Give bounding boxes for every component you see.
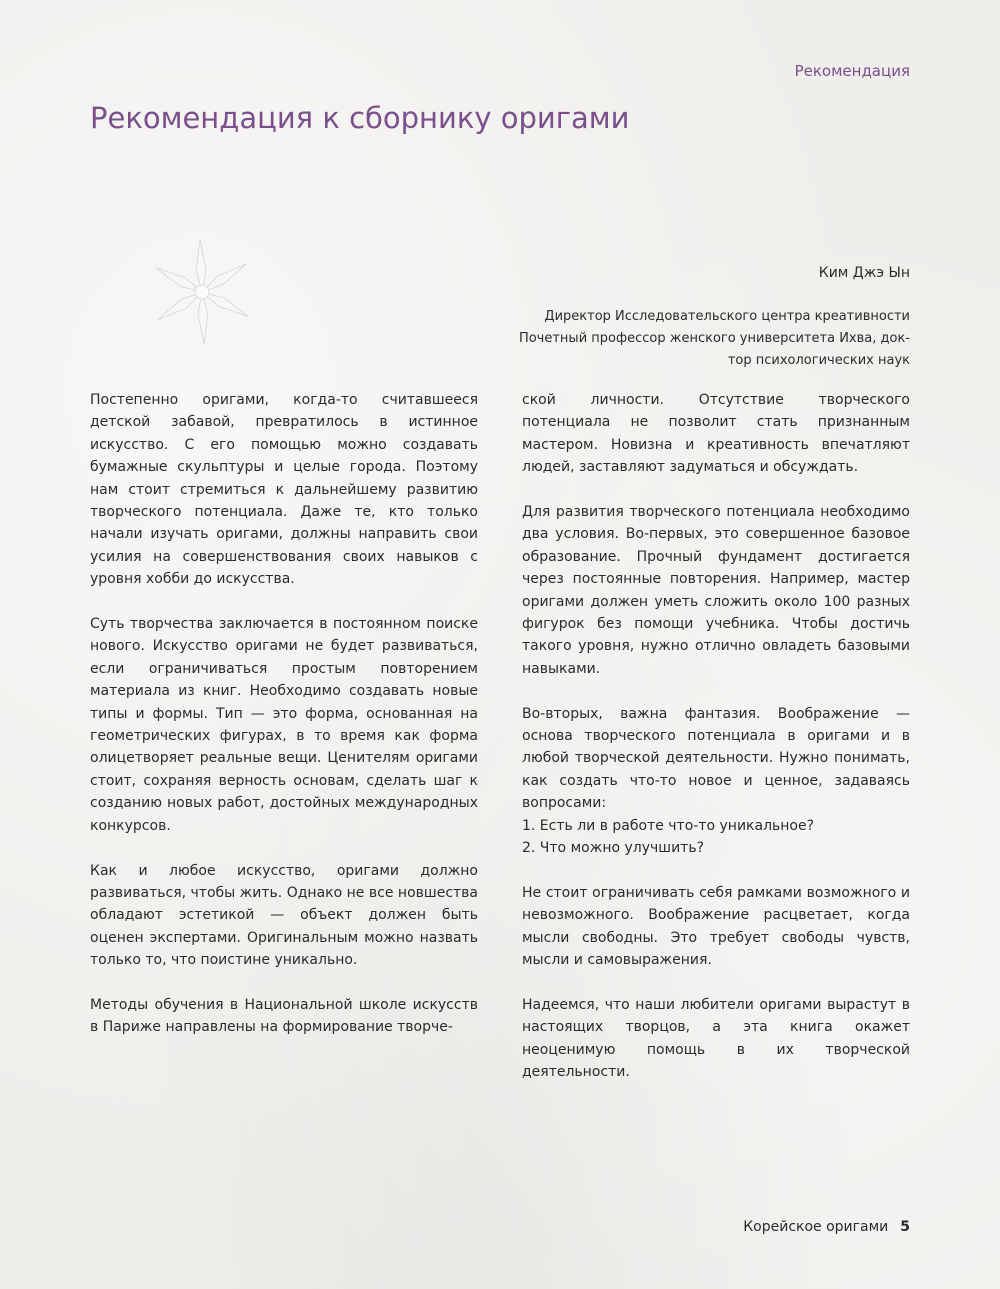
author-position: Почетный профессор женского университета Ихва, док-: [518, 331, 910, 346]
page-title: Рекомендация к сборнику оригами: [90, 101, 630, 135]
list-item: 1. Есть ли в работе что-то уникальное?: [522, 817, 815, 834]
paragraph: Как и любое искусство, оригами должно развиваться, чтобы жить. Однако не все новшества обладают эстетикой — объект должен быть оценен экспертами. Оригинальным можно назвать только то, что поистине уникально.: [90, 862, 478, 969]
paragraph: Во-вторых, важна фантазия. Воображение — основа творческого потенциала в оригами и в любой творческой деятельности. Нужно понимать, как создать что-то новое и ценное, задаваясь вопросами:: [522, 705, 910, 812]
running-head: Рекомендация: [794, 62, 910, 80]
left-column: [90, 389, 478, 1061]
list-item: 2. Что можно улучшить?: [522, 840, 705, 857]
paragraph: ской личности. Отсутствие творческого потенциала не позволит стать признанным мастером. Новизна и креативность впечатляют людей, заставляют задуматься и обсуждать.: [522, 392, 910, 476]
page-footer: [743, 1219, 910, 1235]
author-name: Ким Джэ Ын: [818, 265, 910, 281]
right-column: [522, 389, 910, 1106]
paragraph: Не стоит ограничивать себя рамками возможного и невозможного. Воображение расцветает, когда мысли свободны. Это требует свободы чувств, мысли и самовыражения.: [522, 884, 910, 969]
author-position: Директор Исследовательского центра креативности: [544, 309, 910, 324]
paragraph: Для развития творческого потенциала необходимо два условия. Во-первых, это совершенное базовое образование. Прочный фундамент достигается через постоянные повторения. Например, мастер оригами должен уметь сложить около 100 разных фигурок без помощи учебника. Чтобы достичь такого уровня, нужно отлично овладеть базовыми навыками.: [522, 504, 910, 677]
author-position: тор психологических наук: [727, 353, 910, 368]
paragraph: Надеемся, что наши любители оригами вырастут в настоящих творцов, а эта книга окажет неоценимую помощь в их творческой деятельности.: [522, 996, 910, 1081]
paragraph: Постепенно оригами, когда-то считавшееся детской забавой, превратилось в истинное искусство. С его помощью можно создавать бумажные скульптуры и целые города. Поэтому нам стоит стремиться к дальнейшему развитию творческого потенциала. Даже те, кто только начали изучать оригами, должны направить свои усилия на совершенствования своих навыков с уровня хобби до искусства.: [90, 392, 478, 588]
origami-flower-image: [140, 232, 270, 352]
book-title: Корейское оригами: [743, 1219, 889, 1235]
author-block: [490, 262, 910, 372]
paragraph: Методы обучения в Национальной школе искусств в Париже направлены на формирование творче-: [90, 996, 478, 1036]
page-number: 5: [900, 1219, 910, 1235]
paragraph: Суть творчества заключается в постоянном поиске нового. Искусство оригами не будет развиваться, если ограничиваться простым повторением материала из книг. Необходимо создавать новые типы и формы. Тип — это форма, основанная на геометрических фигурах, в то время как форма олицетворяет реальные вещи. Ценителям оригами стоит, сохраняя верность основам, сделать шаг к созданию новых работ, достойных международных конкурсов.: [90, 616, 478, 834]
